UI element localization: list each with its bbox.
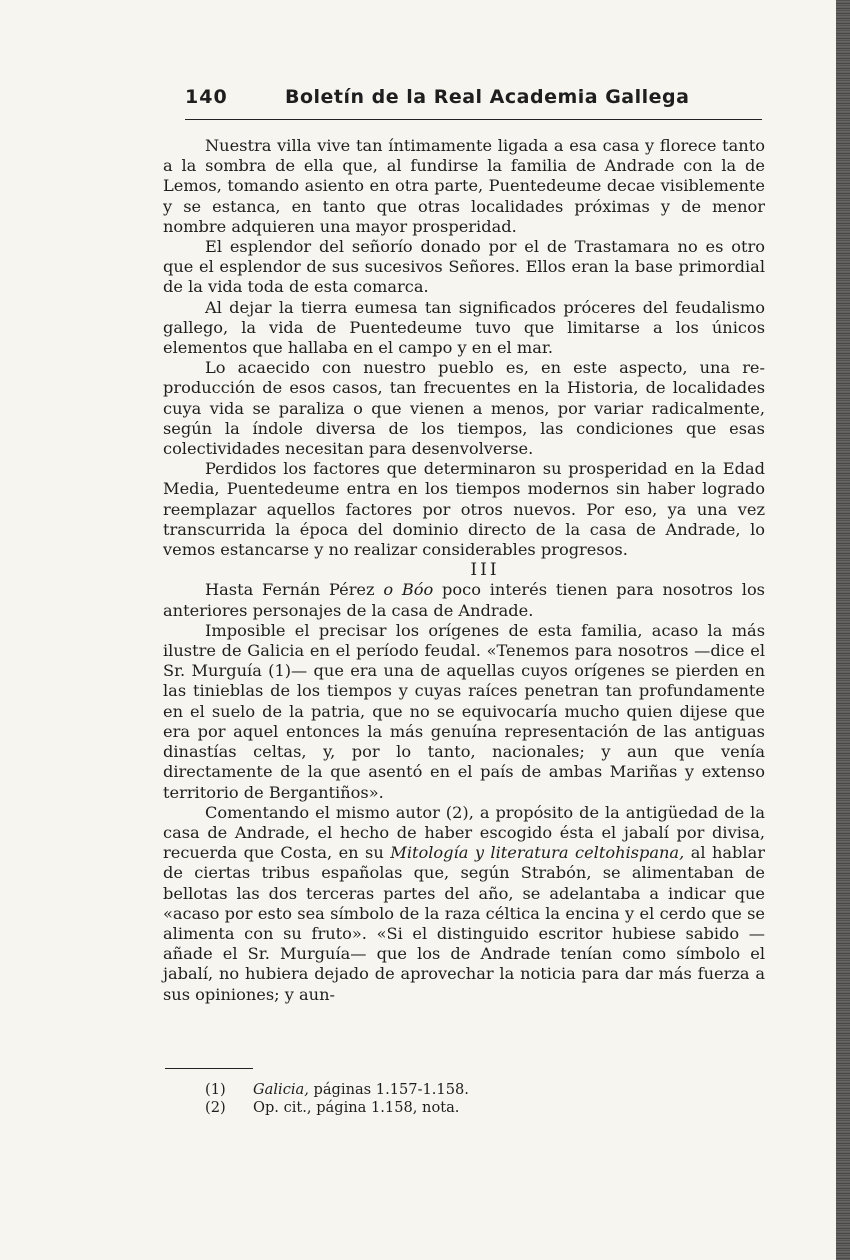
header-rule (185, 119, 762, 120)
paragraph-5: Perdidos los factores que determinaron su prosperidad en la Edad Media, Puentedeume entra en los tiempos modernos sin haber logrado reemplazar aquellos factores por otros nuevos. Por eso, ya una vez transcurrida la época del dominio directo de la casa de Andrade, lo vemos estancarse y no realizar considerables progresos. (163, 459, 765, 560)
paragraph-6-text-b: poco interés tienen para nosotros los anteriores personajes de la casa de Andrade. (163, 580, 765, 620)
footnotes (205, 1081, 705, 1117)
paragraph-8-italic: Mitología y literatura celtohispana, (390, 843, 685, 863)
footnote-2-mark: (2) (205, 1099, 226, 1116)
paragraph-6-italic: o Bóo (383, 580, 434, 600)
page-number: 140 (185, 86, 228, 108)
paragraph-1-text: Nuestra villa vive tan íntimamente ligada a esa casa y florece tanto a la sombra de ella que, al fundirse la familia de Andrade con la de Lemos, tomando asiento en otra parte, Puentedeume decae visiblemente y se estanca, en tanto que otras localidades próximas y de menor nombre adquieren una mayor prosperidad. (163, 136, 765, 236)
footnote-1 (205, 1081, 705, 1099)
paragraph-8-text-b: al hablar de ciertas tribus españolas que, según Strabón, se alimentaban de bellotas las dos terceras partes del año, se adelantaba a indicar que «acaso por esto sea símbolo de la raza céltica la encina y el cerdo que se alimenta con su fruto». «Si el distinguido escritor hubiese sabido —añade el Sr. Murguía— que los de Andrade tenían como símbolo el jabalí, no hubiera dejado de aprovechar la noticia para dar más fuerza a sus opiniones; y aun- (163, 843, 765, 1004)
paragraph-6 (163, 580, 765, 620)
paragraph-1 (163, 136, 765, 237)
paragraph-6-text-a: Hasta Fernán Pérez (205, 580, 375, 600)
footnote-1-text: páginas 1.157-1.158. (313, 1081, 469, 1098)
paragraph-8-text-a: Comentando el mismo autor (2), a propósito de la antigüedad de la casa de Andrade, el hecho de haber escogido ésta el jabalí por divisa, recuerda que Costa, en su (163, 802, 765, 863)
footnote-rule (165, 1068, 253, 1069)
section-heading: III (470, 560, 500, 581)
running-title: Boletín de la Real Academia Gallega (285, 86, 690, 108)
page-header (185, 86, 762, 114)
body-text (163, 136, 765, 1005)
paragraph-8 (163, 803, 765, 1005)
paragraph-3: Al dejar la tierra eumesa tan significados próceres del feudalismo gallego, la vida de Puentedeume tuvo que limitarse a los únicos elementos que hallaba en el campo y en el mar. (163, 297, 765, 358)
scanned-page-edge (836, 0, 850, 1260)
footnote-1-mark: (1) (205, 1081, 226, 1098)
paragraph-4: Lo acaecido con nuestro pueblo es, en este aspecto, una reproducción de esos casos, tan frecuentes en la Historia, de localidades cuya vida se paraliza o que vienen a menos, por variar radicalmente, según la índole diversa de los tiempos, las condiciones que esas colectividades necesitan para desenvolverse. (163, 358, 765, 459)
footnote-2-text: Op. cit., página 1.158, nota. (253, 1099, 460, 1116)
paragraph-2: El esplendor del señorío donado por el de Trastamara no es otro que el esplendor de sus sucesivos Señores. Ellos eran la base primordial de la vida toda de esta comarca. (163, 237, 765, 297)
footnote-1-body (253, 1081, 469, 1099)
footnote-2 (205, 1099, 705, 1117)
footnote-1-title: Galicia, (253, 1081, 309, 1098)
paragraph-7: Imposible el precisar los orígenes de esta familia, acaso la más ilustre de Galicia en el período feudal. «Tenemos para nosotros —dice el Sr. Murguía (1)— que era una de aquellas cuyos orígenes se pierden en las tinieblas de los tiempos y cuyas raíces penetran tan profundamente en el suelo de la patria, que no se equivocaría mucho quien dijese que era por aquel entonces la más genuína representación de las antiguas dinastías celtas, y, por lo tanto, nacionales; y aun que venía directamente de la que asentó en el país de ambas Mariñas y extenso territorio de Bergantiños». (163, 620, 765, 802)
